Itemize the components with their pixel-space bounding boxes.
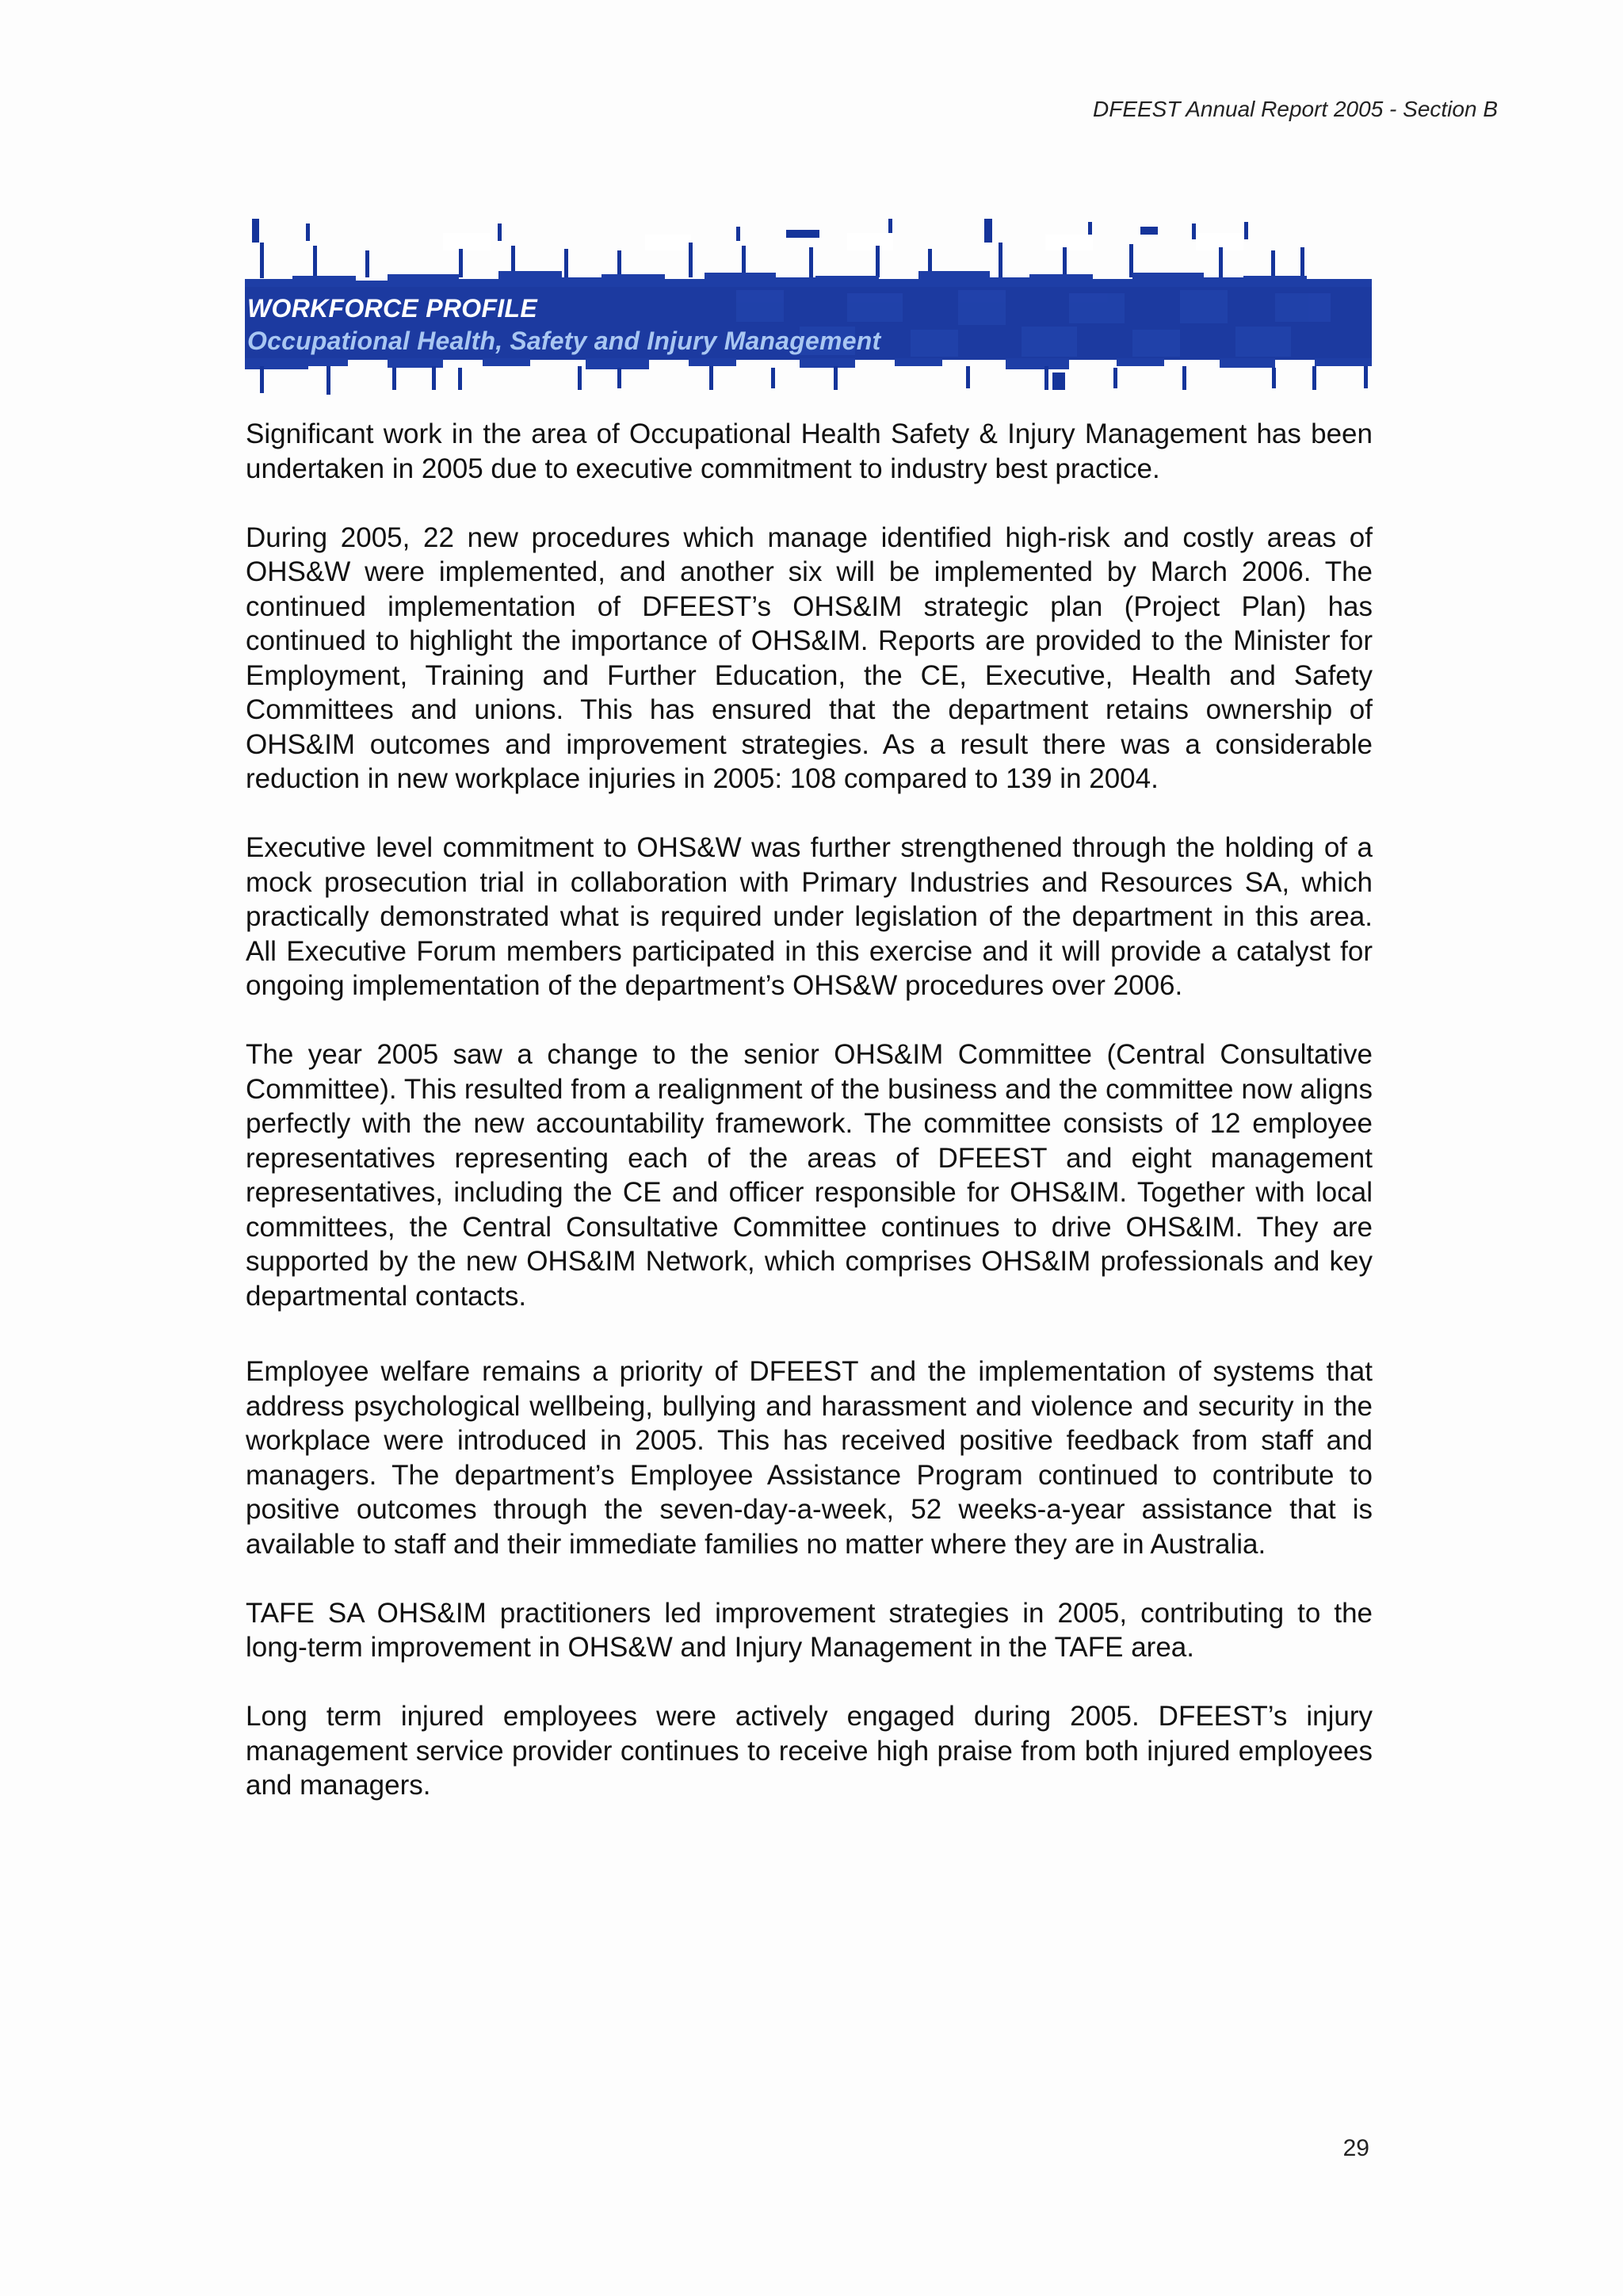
- banner-subtitle: Occupational Health, Safety and Injury Management: [247, 327, 881, 355]
- paragraph: Executive level commitment to OHS&W was further strengthened through the holding of a mock prosecution trial in collaboration with Primary Industries and Resources SA, which practically demonstrated what is required under legislation of the department in this area. All Executive Forum members participated in this exercise and it will provide a catalyst for ongoing implementation of the department’s OHS&W procedures over 2006.: [246, 832, 1373, 1001]
- paragraph: Significant work in the area of Occupational Health Safety & Injury Management has been undertaken in 2005 due to executive commitment to industry best practice.: [246, 418, 1373, 484]
- body-content: [246, 417, 1373, 1803]
- banner-title: WORKFORCE PROFILE: [247, 294, 537, 323]
- paragraph: Employee welfare remains a priority of DFEEST and the implementation of systems that address psychological wellbeing, bullying and harassment and violence and security in the workplace were introduced in 2005. This has received positive feedback from staff and managers. The department’s Employee Assistance Program continued to contribute to positive outcomes through the seven-day-a-week, 52 weeks-a-year assistance that is available to staff and their immediate families no matter where they are in Australia.: [246, 1356, 1373, 1560]
- running-header: DFEEST Annual Report 2005 - Section B: [1093, 97, 1498, 121]
- page-number: 29: [1342, 2135, 1369, 2161]
- paragraph: The year 2005 saw a change to the senior OHS&IM Committee (Central Consultative Committee). This resulted from a realignment of the business and the committee now aligns perfectly with the new accountability framework. The committee consists of 12 employee representatives representing each of the areas of DFEEST and eight management representatives, including the CE and officer responsible for OHS&IM. Together with local committees, the Central Consultative Committee continues to drive OHS&IM. They are supported by the new OHS&IM Network, which comprises OHS&IM professionals and key departmental contacts.: [246, 1039, 1373, 1312]
- paragraph: During 2005, 22 new procedures which manage identified high-risk and costly areas of OHS&W were implemented, and another six will be implemented by March 2006. The continued implementation of DFEEST’s OHS&IM strategic plan (Project Plan) has continued to highlight the importance of OHS&IM. Reports are provided to the Minister for Employment, Training and Further Education, the CE, Executive, Health and Safety Committees and unions. This has ensured that the department retains ownership of OHS&IM outcomes and improvement strategies. As a result there was a considerable reduction in new workplace injuries in 2005: 108 compared to 139 in 2004.: [246, 521, 1373, 794]
- paragraph: Long term injured employees were actively engaged during 2005. DFEEST’s injury management service provider continues to receive high praise from both injured employees and managers.: [246, 1701, 1373, 1801]
- section-banner: [245, 211, 1372, 414]
- paragraph: TAFE SA OHS&IM practitioners led improvement strategies in 2005, contributing to the long-term improvement in OHS&W and Injury Management in the TAFE area.: [246, 1597, 1373, 1663]
